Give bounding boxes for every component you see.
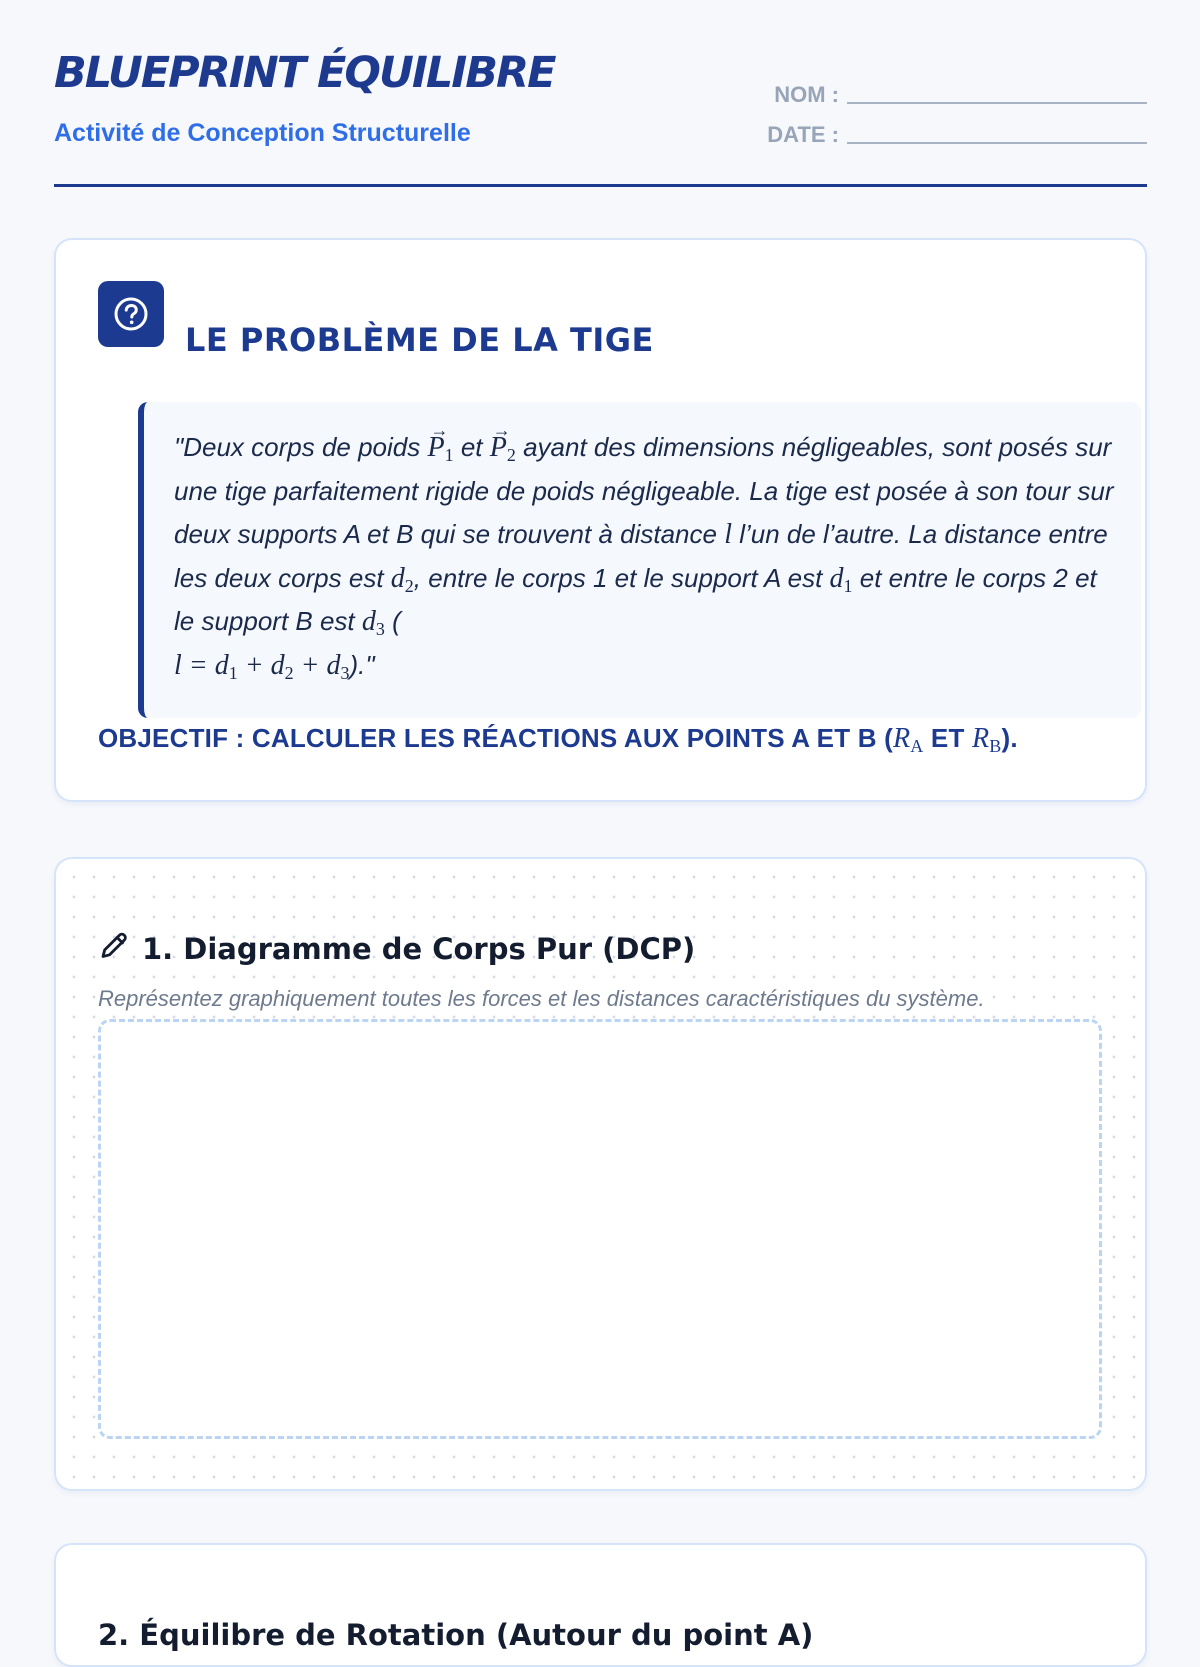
worksheet-page <box>54 0 1147 1652</box>
name-field[interactable] <box>774 82 1147 108</box>
rotation-equilibrium-title: 2. Équilibre de Rotation (Autour du point A) <box>98 1618 814 1652</box>
p2-weight-symbol: → $P_2$ <box>490 426 516 470</box>
free-body-drawing-area[interactable] <box>98 1019 1102 1439</box>
statement-text: et <box>453 432 490 462</box>
dcp-heading <box>96 903 695 995</box>
date-field[interactable] <box>767 122 1147 148</box>
objective-text: ET <box>923 723 972 753</box>
free-body-diagram-card <box>54 857 1147 1491</box>
distance-d1-symbol: $d_1$ <box>829 562 853 596</box>
problem-card <box>54 238 1147 802</box>
name-label: NOM : <box>774 82 839 107</box>
statement-text: ( <box>384 606 401 636</box>
problem-heading: LE PROBLÈME DE LA TIGE <box>185 320 654 359</box>
reaction-rb-symbol: $R_B$ <box>971 723 1002 756</box>
statement-text: , entre le corps 1 et le support A est <box>413 562 830 593</box>
date-blank-line[interactable] <box>847 142 1147 144</box>
worksheet-header <box>54 0 1147 187</box>
date-label: DATE : <box>767 122 839 147</box>
statement-text: ayant des dimensions négligeables, sont posés sur une tige parfaitement rigide de poids négligeable. La tige est posée à son tour sur deux supports A et B qui se trouvent à distance <box>174 432 1114 549</box>
worksheet-title: BLUEPRINT ÉQUILIBRE <box>54 48 555 98</box>
rotation-equilibrium-card <box>54 1543 1147 1667</box>
pencil-icon <box>96 930 130 969</box>
objective-line <box>98 723 1018 755</box>
distance-d2-symbol: $d_2$ <box>390 562 414 596</box>
statement-text: l’un de l’autre. La distance entre les deux corps est <box>174 519 1108 593</box>
distance-d3-symbol: $d_3$ <box>361 606 385 639</box>
help-circle-icon <box>98 281 164 347</box>
name-blank-line[interactable] <box>847 102 1147 104</box>
objective-text: OBJECTIF : CALCULER LES RÉACTIONS AUX POINTS A ET B ( <box>98 723 893 753</box>
p1-weight-symbol: → $P_1$ <box>427 426 453 470</box>
length-symbol: l <box>724 519 732 550</box>
dcp-title: 1. Diagramme de Corps Pur (DCP) <box>142 932 696 966</box>
statement-text: )." <box>349 649 375 680</box>
objective-text: ). <box>1001 723 1018 753</box>
statement-text: et entre le corps 2 et le support B est <box>174 562 1097 636</box>
dcp-instruction: Représentez graphiquement toutes les forces et les distances caractéristiques du système. <box>98 986 985 1011</box>
reaction-ra-symbol: $R_A$ <box>892 723 924 756</box>
length-equation: $l = d_1 + d_2 + d_3$ <box>174 649 350 683</box>
worksheet-subtitle: Activité de Conception Structurelle <box>54 119 471 147</box>
statement-text: "Deux corps de poids <box>174 432 428 462</box>
problem-statement <box>138 402 1141 718</box>
